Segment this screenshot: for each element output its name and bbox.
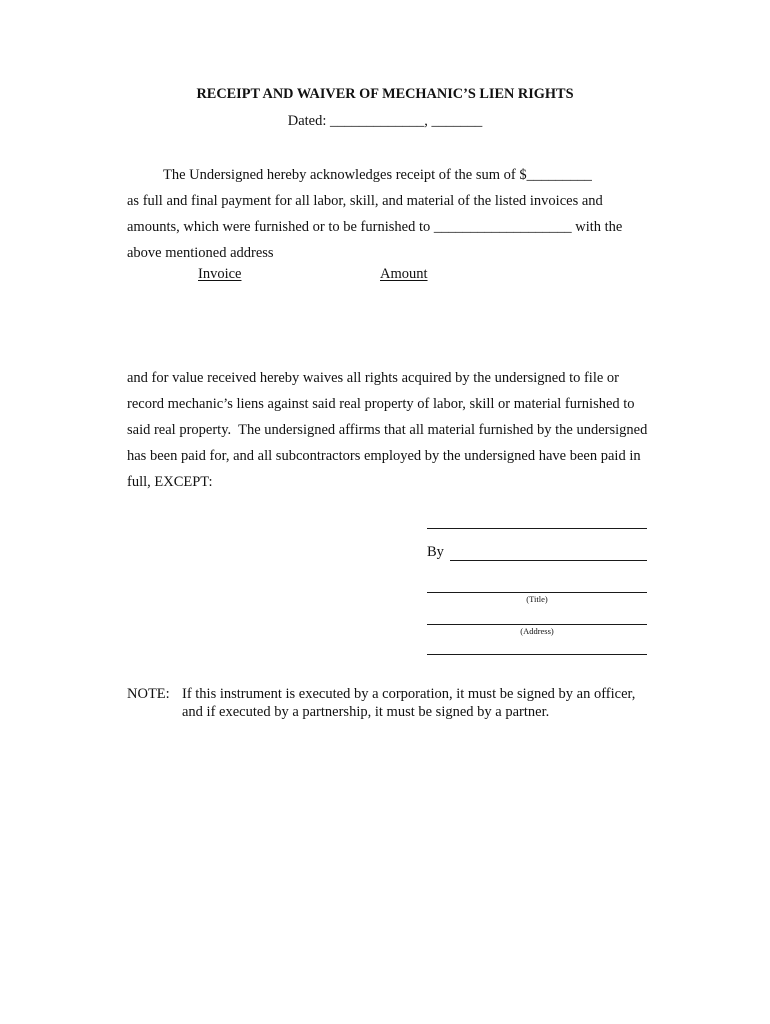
waiver-paragraph-line-4	[127, 443, 657, 469]
note-block	[127, 686, 657, 721]
date-field-blank[interactable]: _____________	[330, 113, 425, 129]
waiver-paragraph-line-1	[127, 365, 657, 391]
note-text-2: and if executed by a partnership, it must be signed by a partner.	[182, 703, 550, 720]
note-text-1: If this instrument is executed by a corporation, it must be signed by an officer,	[182, 686, 636, 702]
sum-field-blank[interactable]: _________	[526, 167, 592, 183]
by-label: By	[427, 544, 444, 560]
waiver-paragraph-line-3	[127, 417, 657, 443]
address-caption: (Address)	[520, 626, 554, 636]
address-line-2[interactable]	[427, 654, 647, 655]
waiver-paragraph-line-5	[127, 469, 657, 495]
address-line[interactable]	[427, 624, 647, 625]
document-title: RECEIPT AND WAIVER OF MECHANIC’S LIEN RIGHTS	[196, 86, 574, 102]
sum-text: The Undersigned hereby acknowledges receipt of the sum of $	[163, 167, 527, 183]
signature-company-line[interactable]	[427, 528, 647, 529]
by-signature-line[interactable]	[450, 541, 647, 561]
waiver-text-3: said real property. The undersigned affirms that all material furnished by the undersigned	[127, 422, 648, 438]
payment-text: as full and final payment for all labor, skill, and material of the listed invoices and	[127, 193, 603, 209]
receipt-paragraph-line-1	[127, 162, 657, 188]
receipt-paragraph	[127, 162, 657, 266]
waiver-text-5: full, EXCEPT:	[127, 474, 213, 490]
note-label: NOTE:	[127, 686, 170, 702]
furnished-suffix-text: with the	[575, 219, 623, 235]
note-line-2	[182, 704, 657, 722]
receipt-paragraph-line-2	[127, 188, 657, 214]
furnished-to-field-blank[interactable]: ___________________	[433, 219, 572, 235]
waiver-text-1: and for value received hereby waives all rights acquired by the undersigned to file or	[127, 370, 620, 386]
year-field-blank[interactable]: _______	[431, 113, 483, 129]
title-caption: (Title)	[526, 594, 548, 604]
dated-separator: ,	[424, 113, 428, 129]
receipt-paragraph-line-4	[127, 240, 657, 266]
amount-column-header: Amount	[380, 266, 428, 282]
receipt-paragraph-line-3	[127, 214, 657, 240]
dated-label: Dated:	[287, 113, 327, 129]
note-text	[182, 686, 657, 721]
waiver-paragraph	[127, 365, 657, 495]
by-row	[427, 541, 647, 561]
signature-block	[427, 528, 647, 660]
waiver-paragraph-line-2	[127, 391, 657, 417]
furnished-text: amounts, which were furnished or to be furnished to	[127, 219, 431, 235]
invoice-table-headers	[127, 264, 527, 286]
waiver-text-2: record mechanic’s liens against said real property of labor, skill or material furnished to	[127, 396, 635, 412]
address-text: above mentioned address	[127, 245, 274, 261]
note-line-1	[182, 686, 657, 704]
invoice-column-header: Invoice	[198, 266, 242, 282]
dated-line	[0, 111, 770, 131]
waiver-text-4: has been paid for, and all subcontractors employed by the undersigned have been paid in	[127, 448, 641, 464]
title-line[interactable]	[427, 592, 647, 593]
